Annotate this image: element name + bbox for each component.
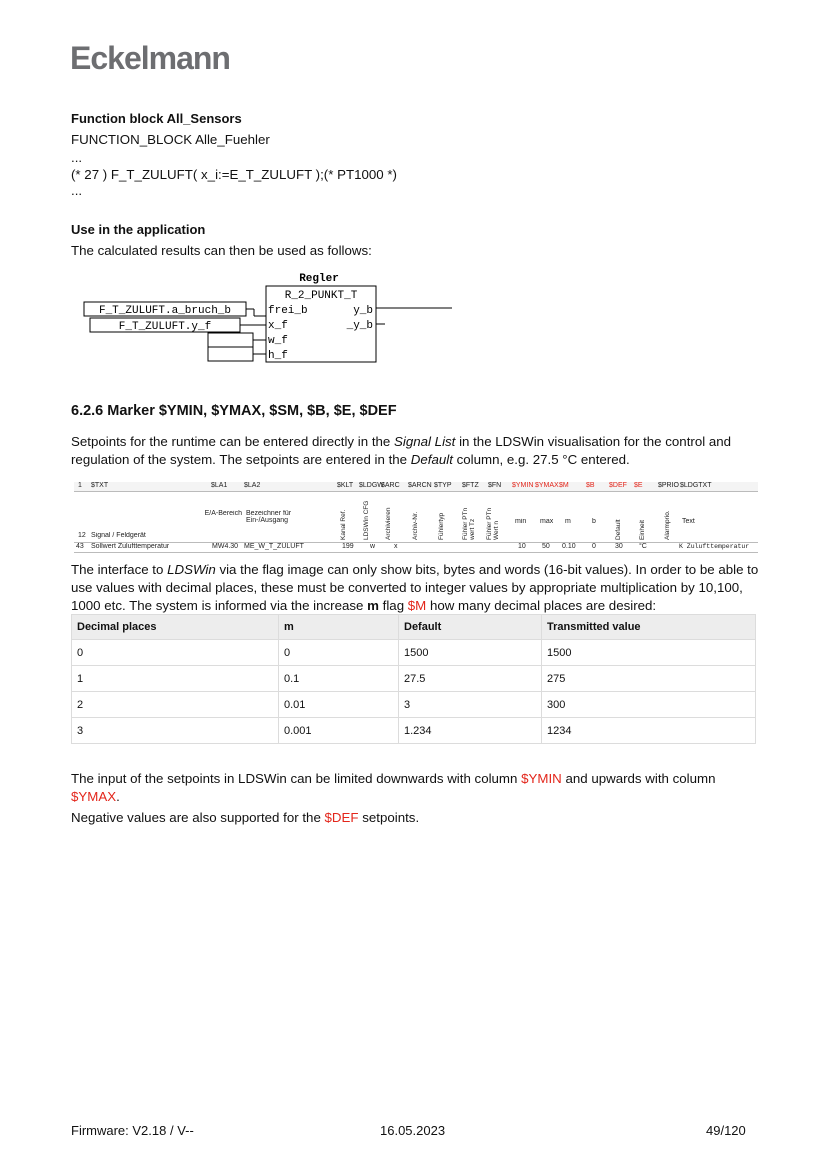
use-text: The calculated results can then be used as follows: (71, 243, 372, 258)
signal-list-screenshot (74, 482, 758, 552)
footer-firmware: Firmware: V2.18 / V-- (71, 1123, 194, 1138)
code-line-4: ... (71, 183, 83, 198)
header-decimal-places: Decimal places (72, 615, 279, 640)
footer-date: 16.05.2023 (380, 1123, 446, 1138)
fbd-diagram (82, 268, 462, 368)
section-heading-marker: 6.2.6 Marker $YMIN, $YMAX, $SM, $B, $E, $DEF (71, 403, 397, 419)
fb-heading: Function block All_Sensors (71, 111, 242, 126)
negative-paragraph: Negative values are also supported for the $DEF setpoints. (71, 810, 420, 825)
fbd-input-label-2: F_T_ZULUFT.y_f (118, 321, 212, 333)
fbd-in-x-f: x_f (268, 320, 288, 332)
header-transmitted: Transmitted value (542, 615, 756, 640)
table-row: 0 0 1500 1500 (72, 640, 756, 666)
limits-paragraph: The input of the setpoints in LDSWin can be limited downwards with column $YMIN and upwards with column $YMAX. (71, 771, 716, 804)
signal-list-header-row: 1 $TXT $LA1 $LA2 $KLT $LDGW $ARC $ARCN $TYP $FTZ $FN $YMIN $YMAX $M $B $DEF $E $PRIO $LDGTXT (74, 482, 758, 492)
code-line-3: (* 27 ) F_T_ZULUFT( x_i:=E_T_ZULUFT );(* PT1000 *) (71, 167, 397, 182)
table-row: 2 0.01 3 300 (72, 692, 756, 718)
signal-list-data-row: 43 Sollwert Zulufttemperatur MW4.30 ME_W_T_ZULUFT 199 w x 10 50 0.10 0 30 °C K Zulufttemperatur (74, 542, 758, 553)
signal-list-label-row: 12 Signal / Feldgerät E/A-Bereich Bezeichner für Ein-/Ausgang Kanal Ref. LDSWin CFG Archivieren Archiv-Nr. Fühlertyp Fühler PTn wert Tz Fühler PTn Wert n min max m b Default Einheit Alarmprio. Text (78, 500, 695, 540)
fbd-block-title: Regler (299, 273, 339, 285)
marker-paragraph: Setpoints for the runtime can be entered directly in the Signal List in the LDSWin visualisation for the control and regulation of the system. The setpoints are entered in the Default column, e.g. 27.5 °C entered. (71, 434, 732, 467)
header-m: m (279, 615, 399, 640)
code-line-2: ... (71, 150, 83, 165)
fbd-in-frei-b: frei_b (268, 305, 308, 317)
company-logo: Eckelmann (70, 40, 230, 76)
fbd-out-ny-b: _y_b (346, 320, 373, 332)
decimal-places-table (71, 614, 756, 744)
fbd-in-h-f: h_f (268, 350, 288, 362)
code-line-1: FUNCTION_BLOCK Alle_Fuehler (71, 132, 270, 147)
use-heading: Use in the application (71, 222, 206, 237)
fbd-input-label-1: F_T_ZULUFT.a_bruch_b (98, 305, 232, 317)
fbd-out-y-b: y_b (353, 305, 373, 317)
fbd-input-box-4 (208, 347, 253, 361)
header-default: Default (399, 615, 542, 640)
table-row: 1 0.1 27.5 275 (72, 666, 756, 692)
table-row: 3 0.001 1.234 1234 (72, 718, 756, 744)
fbd-in-w-f: w_f (268, 335, 288, 347)
fbd-block-name: R_2_PUNKT_T (284, 290, 358, 302)
fbd-input-box-3 (208, 333, 253, 347)
footer-page-number: 49/120 (706, 1123, 746, 1138)
table-header-row (72, 615, 756, 640)
interface-paragraph: The interface to LDSWin via the flag image can only show bits, bytes and words (16-bit values). In order to be able to use values with decimal places, these must be converted to integer values by appropriate multiplication by 10,100, 1000 etc. The system is informed via the increase m flag $M how many decimal places are desired: (71, 562, 759, 613)
